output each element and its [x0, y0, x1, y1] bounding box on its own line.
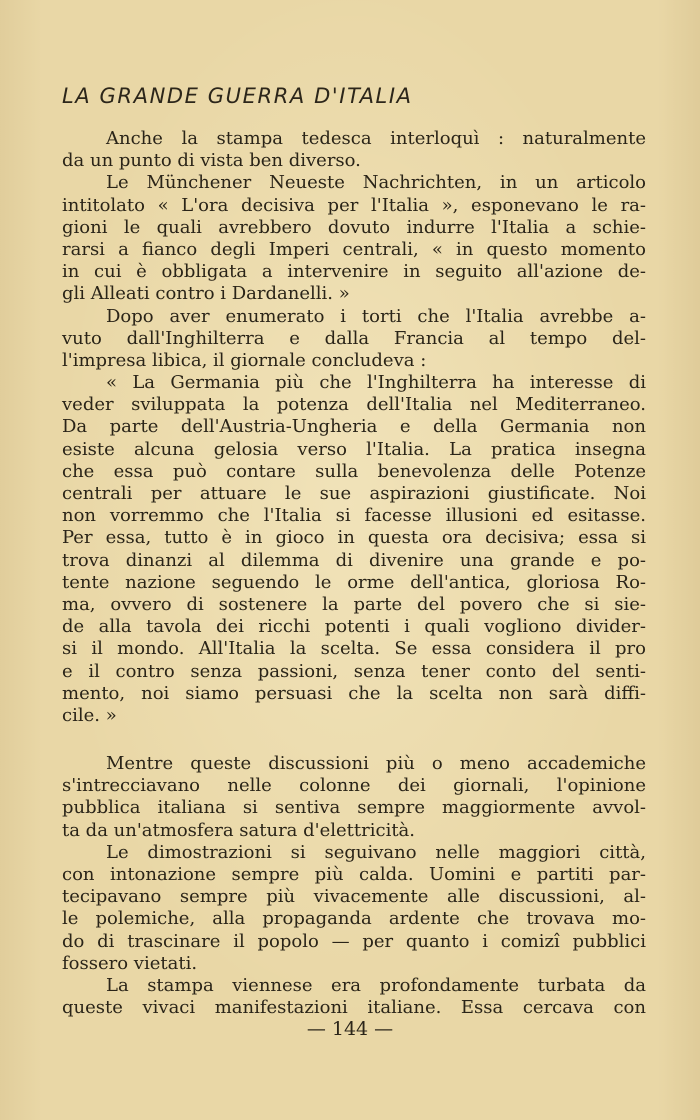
- text-line: con intonazione sempre più calda. Uomini e partiti par-: [62, 864, 646, 885]
- text-line: che essa può contare sulla benevolenza delle Potenze: [62, 460, 646, 482]
- text-line: centrali per attuare le sue aspirazioni giustificate. Noi: [62, 483, 646, 504]
- text-line: l'impresa libica, il giornale concludeva :: [62, 349, 427, 371]
- text-line: e il contro senza passioni, senza tener conto del senti-: [62, 660, 646, 682]
- text-line: de alla tavola dei ricchi potenti i quali vogliono divider-: [62, 616, 646, 638]
- text-line: Da parte dell'Austria-Ungheria e della Germania non: [62, 416, 646, 438]
- text-line: Le dimostrazioni si seguivano nelle maggiori città,: [106, 841, 646, 863]
- text-line: le polemiche, alla propaganda ardente che trovava mo-: [62, 908, 646, 930]
- text-line: veder sviluppata la potenza dell'Italia nel Mediterraneo.: [62, 394, 646, 416]
- text-line: trova dinanzi al dilemma di divenire una grande e po-: [62, 549, 646, 571]
- text-line: Per essa, tutto è in gioco in questa ora decisiva; essa si: [62, 527, 646, 549]
- text-line: Anche la stampa tedesca interloquì : naturalmente: [106, 128, 646, 149]
- body-text: [62, 128, 646, 1019]
- text-line: Dopo aver enumerato i torti che l'Italia avrebbe a-: [106, 305, 646, 327]
- running-head: LA GRANDE GUERRA D'ITALIA: [62, 84, 413, 108]
- text-line: Le Münchener Neueste Nachrichten, in un articolo: [106, 172, 646, 194]
- text-line: « La Germania più che l'Inghilterra ha interesse di: [106, 372, 646, 394]
- text-line: vuto dall'Inghilterra e dalla Francia al tempo del-: [62, 327, 646, 349]
- text-line: tecipavano sempre più vivacemente alle discussioni, al-: [62, 886, 646, 908]
- text-line: ta da un'atmosfera satura d'elettricità.: [62, 819, 416, 841]
- text-line: tente nazione seguendo le orme dell'antica, gloriosa Ro-: [62, 571, 646, 593]
- text-line: fossero vietati.: [62, 952, 198, 974]
- text-line: La stampa viennese era profondamente turbata da: [106, 974, 646, 996]
- text-line: queste vivaci manifestazioni italiane. Essa cercava con: [62, 997, 646, 1019]
- text-line: cile. »: [62, 704, 117, 726]
- text-line: rarsi a fianco degli Imperi centrali, « in questo momento: [62, 238, 646, 260]
- text-line: s'intrecciavano nelle colonne dei giornali, l'opinione: [62, 775, 646, 797]
- text-line: Mentre queste discussioni più o meno accademiche: [106, 753, 646, 775]
- text-line: mento, noi siamo persuasi che la scelta non sarà diffi-: [62, 682, 646, 704]
- text-line: in cui è obbligata a intervenire in seguito all'azione de-: [62, 261, 646, 283]
- text-line: pubblica italiana si sentiva sempre maggiormente avvol-: [62, 797, 646, 819]
- paragraph-gap: [62, 727, 646, 753]
- text-line: gli Alleati contro i Dardanelli. »: [62, 283, 350, 305]
- page-number: — 144 —: [306, 1018, 394, 1040]
- text-line: esiste alcuna gelosia verso l'Italia. La pratica insegna: [62, 438, 646, 460]
- text-line: intitolato « L'ora decisiva per l'Italia », esponevano le ra-: [62, 194, 646, 216]
- text-line: non vorremmo che l'Italia si facesse illusioni ed esitasse.: [62, 505, 646, 527]
- text-line: do di trascinare il popolo — per quanto i comizî pubblici: [62, 930, 646, 952]
- text-line: si il mondo. All'Italia la scelta. Se essa considera il pro: [62, 638, 646, 660]
- text-line: ma, ovvero di sostenere la parte del povero che si sie-: [62, 593, 646, 615]
- text-line: da un punto di vista ben diverso.: [62, 150, 361, 172]
- text-line: gioni le quali avrebbero dovuto indurre l'Italia a schie-: [62, 216, 646, 238]
